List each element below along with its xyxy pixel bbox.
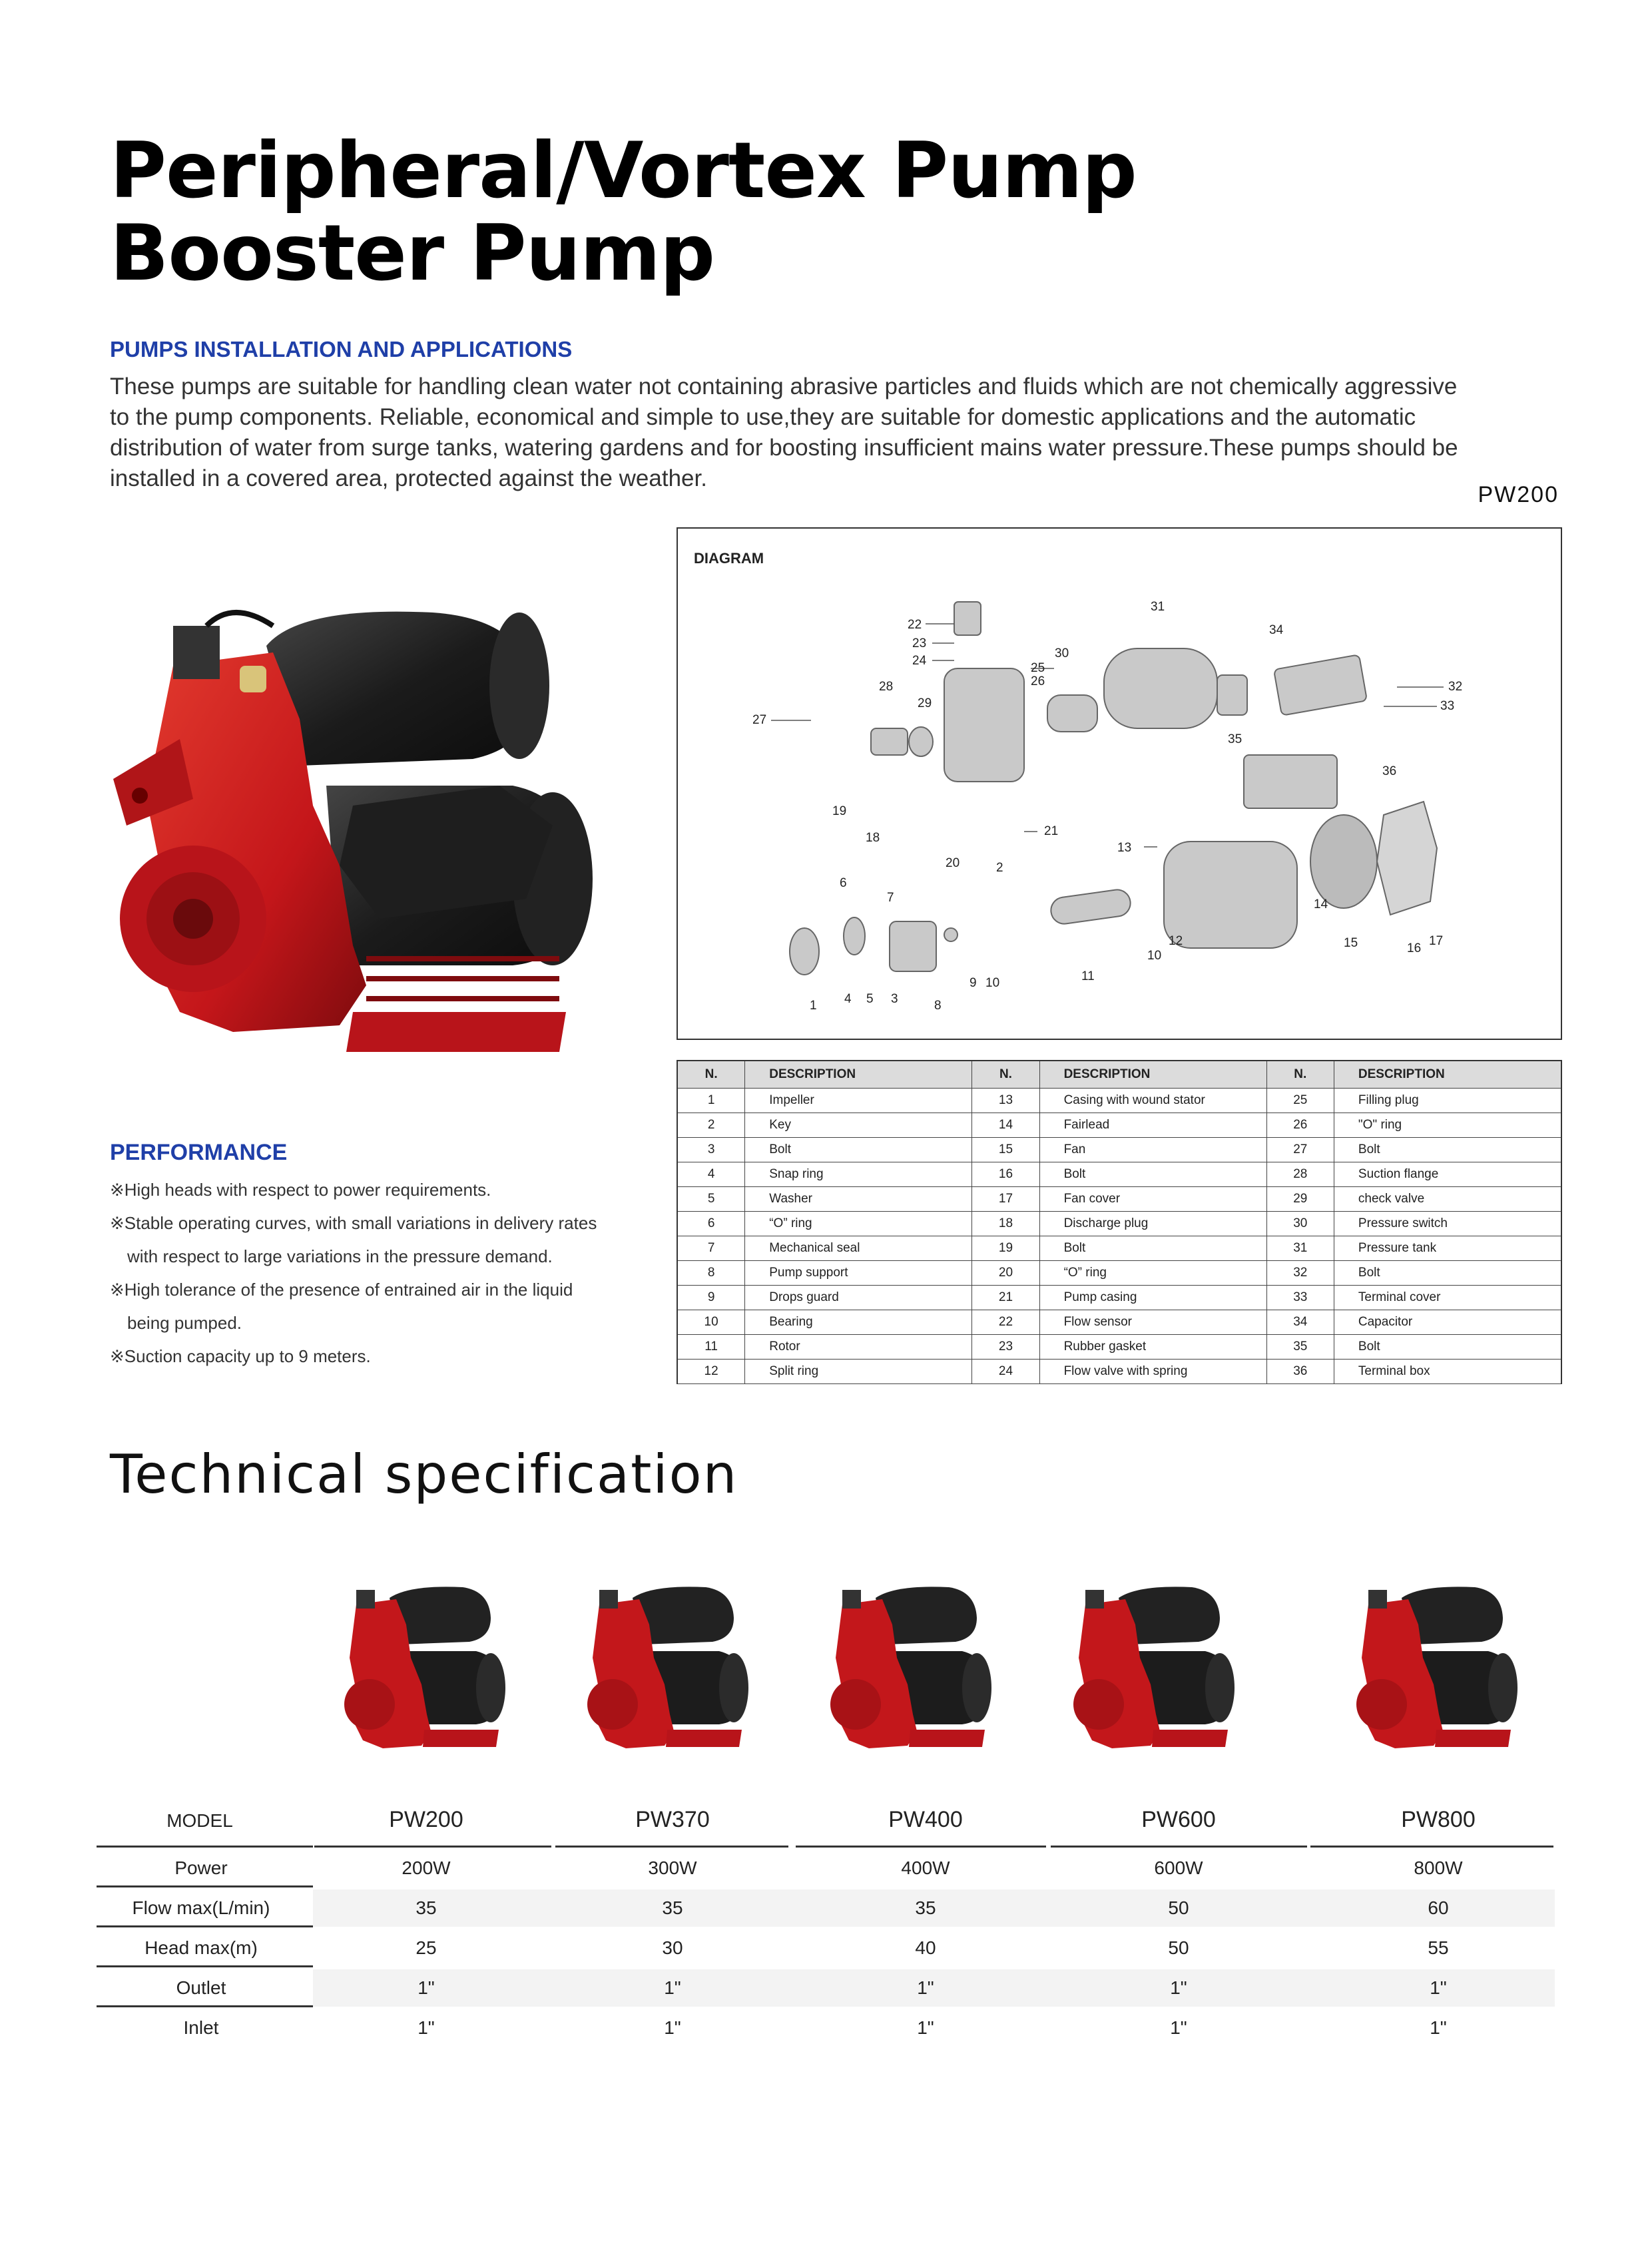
part-number: 25 (1266, 1089, 1334, 1113)
part-description: Bolt (1039, 1236, 1266, 1261)
spec-row-divider (97, 1885, 313, 1887)
part-number: 26 (1266, 1113, 1334, 1138)
spec-value: 35 (662, 1897, 683, 1918)
part-number: 30 (1266, 1212, 1334, 1236)
part-number: 27 (1266, 1138, 1334, 1162)
part-description: Bolt (1334, 1261, 1561, 1286)
parts-table (677, 1060, 1562, 1384)
tech-spec-heading: Technical specification (110, 1443, 738, 1505)
callout: 30 (1055, 646, 1069, 660)
parts-table-row (677, 1335, 1561, 1360)
part-description: "O" ring (1334, 1113, 1561, 1138)
impeller-part (790, 928, 819, 975)
spec-header-divider (1051, 1846, 1307, 1848)
callout: 18 (866, 831, 880, 845)
capacitor-part (1217, 675, 1247, 715)
callout: 9 (969, 976, 977, 990)
callout: 17 (1429, 934, 1444, 948)
part-number: 35 (1266, 1335, 1334, 1360)
spec-row-label: Flow max(L/min) (132, 1897, 270, 1918)
part-description: Pressure tank (1334, 1236, 1561, 1261)
part-number: 15 (972, 1138, 1039, 1162)
performance-item: ※High tolerance of the presence of entrained air in the liquid (110, 1280, 573, 1300)
spec-row-divider (97, 2005, 313, 2007)
part-number: 2 (677, 1113, 745, 1138)
part-description: Terminal box (1334, 1360, 1561, 1384)
title-line-2: Booster Pump (110, 208, 715, 298)
col-header: DESCRIPTION (1334, 1061, 1561, 1089)
spec-value: 35 (415, 1897, 437, 1918)
spec-header-divider (796, 1846, 1046, 1848)
part-number: 14 (972, 1113, 1039, 1138)
parts-table-row (677, 1089, 1561, 1113)
parts-table-header (677, 1061, 1561, 1089)
spec-row-divider (97, 1925, 313, 1927)
part-number: 23 (972, 1335, 1039, 1360)
callout: 35 (1228, 732, 1242, 746)
stator-casing-part (1164, 842, 1297, 948)
callout: 20 (946, 856, 960, 870)
terminal-box-part (1244, 755, 1337, 808)
part-description: Snap ring (745, 1162, 972, 1187)
part-number: 29 (1266, 1187, 1334, 1212)
part-number: 8 (677, 1261, 745, 1286)
parts-table-row (677, 1360, 1561, 1384)
part-description: Fan cover (1039, 1187, 1266, 1212)
performance-item: with respect to large variations in the pressure demand. (127, 1246, 553, 1266)
performance-item: being pumped. (127, 1313, 242, 1333)
callout: 5 (866, 992, 874, 1006)
fan-cover-part (1377, 802, 1437, 915)
callout: 33 (1440, 699, 1455, 713)
callout: 1 (810, 999, 817, 1013)
col-header: N. (1266, 1061, 1334, 1089)
spec-value: 50 (1168, 1937, 1189, 1958)
part-description: Pump support (745, 1261, 972, 1286)
callout: 24 (912, 654, 927, 668)
parts-table-row (677, 1212, 1561, 1236)
callout: 7 (887, 891, 894, 905)
part-number: 3 (677, 1138, 745, 1162)
diagram-title: DIAGRAM (694, 550, 764, 567)
parts-table-row (677, 1261, 1561, 1286)
part-number: 28 (1266, 1162, 1334, 1187)
part-number: 9 (677, 1286, 745, 1310)
spec-value: 1" (1430, 2017, 1447, 2038)
spec-row-label: Inlet (183, 2017, 219, 2038)
installation-heading: PUMPS INSTALLATION AND APPLICATIONS (110, 337, 573, 362)
part-description: Casing with wound stator (1039, 1089, 1266, 1113)
part-description: “O” ring (1039, 1261, 1266, 1286)
part-description: Drops guard (745, 1286, 972, 1310)
callout: 6 (840, 876, 847, 890)
part-number: 18 (972, 1212, 1039, 1236)
part-number: 5 (677, 1187, 745, 1212)
spec-value: 30 (662, 1937, 683, 1958)
part-description: Suction flange (1334, 1162, 1561, 1187)
part-description: Bolt (745, 1138, 972, 1162)
part-description: Split ring (745, 1360, 972, 1384)
part-description: Bolt (1334, 1335, 1561, 1360)
performance-heading: PERFORMANCE (110, 1140, 288, 1165)
installation-text (110, 372, 1541, 494)
spec-value: 600W (1154, 1858, 1203, 1878)
callout: 16 (1407, 941, 1422, 955)
callout: 28 (879, 680, 894, 694)
spec-row-divider (97, 1846, 313, 1848)
spec-model-label: MODEL (166, 1810, 233, 1831)
part-number: 12 (677, 1360, 745, 1384)
part-description: Flow sensor (1039, 1310, 1266, 1335)
spec-row-label: Outlet (176, 1977, 226, 1998)
installation-line: These pumps are suitable for handling clean water not containing abrasive particles and fluids which are not chemically aggressive (110, 374, 1458, 399)
callout: 8 (934, 999, 942, 1013)
part-description: Washer (745, 1187, 972, 1212)
part-description: Fan (1039, 1138, 1266, 1162)
spec-header-divider (555, 1846, 788, 1848)
callout: 14 (1314, 897, 1328, 911)
part-description: Rotor (745, 1335, 972, 1360)
part-description: Filling plug (1334, 1089, 1561, 1113)
part-number: 7 (677, 1236, 745, 1261)
col-header: N. (972, 1061, 1039, 1089)
pump-casing-part (944, 668, 1024, 782)
spec-row-divider (97, 1965, 313, 1967)
spec-value: 35 (915, 1897, 936, 1918)
spec-model-name: PW370 (635, 1806, 710, 1832)
spec-value: 1" (664, 2017, 681, 2038)
page-title (110, 126, 1137, 298)
callout: 27 (752, 713, 767, 727)
spec-value: 200W (402, 1858, 451, 1878)
performance-item: ※Suction capacity up to 9 meters. (110, 1346, 371, 1366)
pressure-tank-part (1104, 648, 1217, 728)
spec-value: 1" (417, 1977, 435, 1998)
spec-model-name: PW800 (1401, 1806, 1476, 1832)
terminal-cover-part (1274, 654, 1367, 716)
part-number: 1 (677, 1089, 745, 1113)
spec-value: 1" (1170, 2017, 1187, 2038)
part-number: 24 (972, 1360, 1039, 1384)
spec-value: 60 (1428, 1897, 1449, 1918)
part-number: 4 (677, 1162, 745, 1187)
spec-header-divider (314, 1846, 551, 1848)
callout: 32 (1448, 680, 1463, 694)
part-number: 16 (972, 1162, 1039, 1187)
callout: 26 (1031, 674, 1045, 688)
col-header: DESCRIPTION (1039, 1061, 1266, 1089)
part-description: Impeller (745, 1089, 972, 1113)
part-description: Bolt (1334, 1138, 1561, 1162)
part-description: Key (745, 1113, 972, 1138)
spec-value: 1" (917, 1977, 934, 1998)
model-thumbnail-pump (579, 1578, 752, 1751)
part-number: 32 (1266, 1261, 1334, 1286)
col-header: N. (677, 1061, 745, 1089)
part-number: 22 (972, 1310, 1039, 1335)
part-description: Pump casing (1039, 1286, 1266, 1310)
callout: 11 (1081, 969, 1095, 983)
part-description: Terminal cover (1334, 1286, 1561, 1310)
part-number: 33 (1266, 1286, 1334, 1310)
part-number: 34 (1266, 1310, 1334, 1335)
callout: 29 (918, 696, 932, 710)
spec-value: 300W (648, 1858, 697, 1878)
installation-line: to the pump components. Reliable, economical and simple to use,they are suitable for domestic applications and the automatic (110, 404, 1416, 430)
pump-illustration (100, 586, 619, 1065)
spec-model-name: PW200 (389, 1806, 463, 1832)
callout: 10 (985, 976, 1000, 990)
part-number: 10 (677, 1310, 745, 1335)
parts-table-row (677, 1187, 1561, 1212)
part-number: 19 (972, 1236, 1039, 1261)
callout: 22 (908, 618, 922, 632)
installation-line: installed in a covered area, protected against the weather. (110, 465, 707, 491)
performance-list (110, 1173, 643, 1373)
model-thumbnail-pump (1065, 1578, 1239, 1751)
parts-table-row (677, 1162, 1561, 1187)
col-header: DESCRIPTION (745, 1061, 972, 1089)
part-description: check valve (1334, 1187, 1561, 1212)
model-thumbnail-pump (336, 1578, 509, 1751)
model-thumbnail-pump (1348, 1578, 1521, 1751)
spec-model-name: PW600 (1141, 1806, 1216, 1832)
spec-value: 800W (1414, 1858, 1463, 1878)
callout: 13 (1117, 841, 1132, 855)
part-number: 17 (972, 1187, 1039, 1212)
part-description: Bolt (1039, 1162, 1266, 1187)
part-description: Rubber gasket (1039, 1335, 1266, 1360)
callout: 4 (844, 992, 852, 1006)
part-number: 20 (972, 1261, 1039, 1286)
part-description: Discharge plug (1039, 1212, 1266, 1236)
spec-value: 1" (664, 1977, 681, 1998)
callout: 21 (1044, 824, 1059, 838)
pump-support-part (890, 921, 936, 971)
part-description: Bearing (745, 1310, 972, 1335)
callout: 36 (1382, 764, 1397, 778)
callout: 10 (1147, 949, 1162, 963)
model-thumbnail-pump (822, 1578, 995, 1751)
callout: 19 (832, 804, 847, 818)
spec-value: 1" (917, 2017, 934, 2038)
part-number: 13 (972, 1089, 1039, 1113)
spec-row-label: Head max(m) (144, 1937, 258, 1958)
callout: 2 (996, 861, 1003, 875)
part-number: 11 (677, 1335, 745, 1360)
callout: 12 (1169, 934, 1183, 948)
part-description: Pressure switch (1334, 1212, 1561, 1236)
part-description: “O” ring (745, 1212, 972, 1236)
part-description: Capacitor (1334, 1310, 1561, 1335)
parts-table-row (677, 1310, 1561, 1335)
title-line-1: Peripheral/Vortex Pump (110, 126, 1137, 216)
part-number: 6 (677, 1212, 745, 1236)
parts-table-row (677, 1138, 1561, 1162)
model-label: PW200 (1478, 482, 1559, 507)
spec-value: 55 (1428, 1937, 1449, 1958)
installation-line: distribution of water from surge tanks, watering gardens and for boosting insufficient mains water pressure.These pumps should be (110, 435, 1458, 461)
diagram-drawing (678, 529, 1561, 1039)
rotor-part (1049, 888, 1132, 925)
callout: 23 (912, 636, 927, 650)
spec-value: 400W (901, 1858, 950, 1878)
callout: 25 (1031, 661, 1045, 675)
performance-item: ※Stable operating curves, with small variations in delivery rates (110, 1213, 597, 1233)
performance-item: ※High heads with respect to power requirements. (110, 1180, 491, 1200)
spec-model-name: PW400 (888, 1806, 963, 1832)
parts-table-row (677, 1236, 1561, 1261)
part-description: Flow valve with spring (1039, 1360, 1266, 1384)
callout: 34 (1269, 623, 1284, 637)
spec-header-divider (1310, 1846, 1553, 1848)
callout: 3 (891, 992, 898, 1006)
exploded-diagram (677, 527, 1562, 1040)
part-number: 31 (1266, 1236, 1334, 1261)
parts-table-row (677, 1113, 1561, 1138)
spec-value: 40 (915, 1937, 936, 1958)
part-description: Mechanical seal (745, 1236, 972, 1261)
spec-value: 1" (1430, 1977, 1447, 1998)
part-number: 21 (972, 1286, 1039, 1310)
part-description: Fairlead (1039, 1113, 1266, 1138)
spec-row-label: Power (174, 1858, 228, 1878)
spec-value: 50 (1168, 1897, 1189, 1918)
part-number: 36 (1266, 1360, 1334, 1384)
callout: 31 (1151, 600, 1165, 614)
spec-value: 25 (415, 1937, 437, 1958)
callout: 15 (1344, 936, 1358, 950)
spec-value: 1" (417, 2017, 435, 2038)
spec-value: 1" (1170, 1977, 1187, 1998)
parts-table-row (677, 1286, 1561, 1310)
